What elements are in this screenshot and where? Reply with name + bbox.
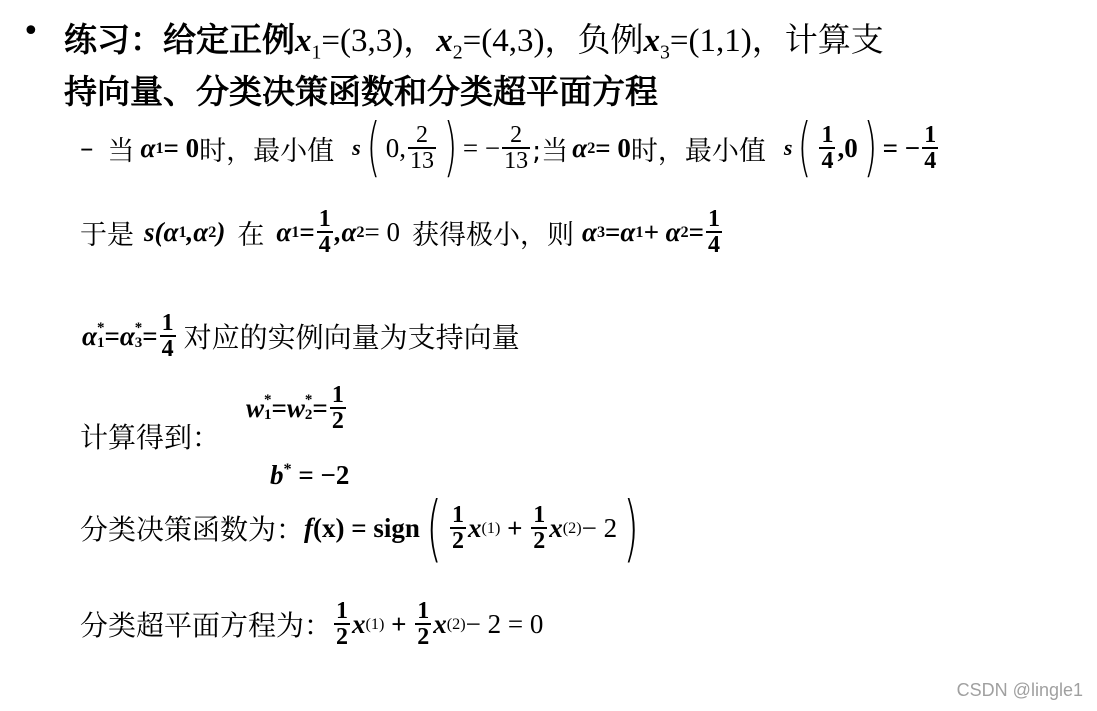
b-star: * bbox=[283, 460, 292, 478]
frac-den-2g: 2 bbox=[452, 528, 465, 554]
heading-x1: x bbox=[295, 23, 312, 59]
heading-x2: x bbox=[436, 23, 453, 59]
hyperplane-label: 分类超平面方程为： bbox=[80, 609, 333, 642]
b-symbol: b bbox=[270, 460, 284, 490]
frac-num-1e: 1 bbox=[161, 310, 174, 336]
w-equation bbox=[246, 372, 348, 444]
fraction-1-4-at bbox=[317, 207, 333, 257]
fraction-2-13 bbox=[408, 123, 436, 173]
eq-star-a: = bbox=[104, 320, 120, 351]
star-sub-3: 3 bbox=[134, 335, 143, 351]
w1-scripts bbox=[264, 393, 272, 423]
time-min-2: 时，最小值 bbox=[630, 135, 766, 167]
x1-sup-h: (1) bbox=[365, 614, 385, 633]
right-paren-sign: ) bbox=[623, 486, 639, 570]
computed-label: 计算得到： bbox=[80, 421, 221, 454]
b-value: = −2 bbox=[291, 460, 350, 490]
fraction-1-2-d bbox=[415, 599, 431, 649]
alpha2-symbol: α bbox=[572, 132, 588, 163]
frac-den-4c: 4 bbox=[318, 232, 331, 258]
s-func-open: s(α bbox=[144, 216, 179, 247]
frac-num-1h: 1 bbox=[533, 502, 546, 528]
frac-num-1b: 1 bbox=[924, 122, 937, 148]
time-min-1: 时，最小值 bbox=[199, 135, 335, 167]
csdn-watermark: CSDN @lingle1 bbox=[956, 680, 1083, 700]
frac-den-4: 4 bbox=[821, 148, 834, 174]
alpha3-star-scripts bbox=[135, 321, 143, 351]
fraction-neg-1-4 bbox=[922, 123, 938, 173]
s-func-close: ) bbox=[216, 216, 226, 247]
s-symbol-1: s bbox=[352, 135, 361, 160]
frac-num-1d: 1 bbox=[708, 206, 721, 232]
alpha3-sub: 3 bbox=[596, 222, 606, 241]
alpha2-sum-sub: 2 bbox=[680, 222, 689, 241]
eq-sign-c: = bbox=[688, 216, 705, 247]
support-vector-line bbox=[82, 300, 520, 372]
x1-sup: (1) bbox=[481, 518, 501, 537]
right-paren-2: ) bbox=[863, 111, 878, 185]
eq-zero-at: = 0 bbox=[364, 216, 400, 247]
fraction-1-2-b bbox=[531, 503, 547, 553]
dash-marker: – bbox=[80, 132, 94, 164]
eq-zero-1: = 0 bbox=[163, 132, 200, 163]
frac-den-4e: 4 bbox=[161, 336, 174, 362]
frac-den-2h: 2 bbox=[533, 528, 546, 554]
w2-star: * bbox=[304, 392, 313, 408]
alpha1-star-scripts bbox=[97, 321, 105, 351]
frac-num-1f: 1 bbox=[331, 382, 344, 408]
alpha1-at-sub: 1 bbox=[291, 222, 300, 241]
at-label: 在 bbox=[237, 219, 265, 251]
eq-neg-2: = − bbox=[882, 132, 921, 163]
frac-num-1g: 1 bbox=[452, 502, 465, 528]
case-line bbox=[80, 112, 940, 184]
s-func-mid: ,α bbox=[186, 216, 209, 247]
frac-num-1: 1 bbox=[821, 122, 834, 148]
when-label-1: 当 bbox=[107, 135, 135, 167]
frac-den-4b: 4 bbox=[924, 148, 937, 174]
hyperplane-line bbox=[80, 584, 543, 664]
support-vector-text: 对应的实例向量为支持向量 bbox=[183, 321, 520, 354]
alpha1-star: α bbox=[82, 320, 97, 351]
right-paren-1: ) bbox=[443, 111, 458, 185]
eq-neg-1: = − bbox=[462, 132, 501, 163]
w1-symbol: w bbox=[246, 392, 265, 423]
w2-scripts bbox=[305, 393, 313, 423]
plus-sign-b: + bbox=[384, 608, 414, 639]
x2-var: x bbox=[549, 512, 563, 543]
eq-star-b: = bbox=[142, 320, 158, 351]
star-3: * bbox=[134, 320, 143, 336]
eq-sign-a: = bbox=[299, 216, 315, 247]
x2-var-h: x bbox=[433, 608, 447, 639]
semi-when: ;当 bbox=[532, 135, 569, 167]
eq-sign-b: = bbox=[605, 216, 621, 247]
eq-w-b: = bbox=[312, 392, 328, 423]
star-sub-1: 1 bbox=[96, 335, 105, 351]
alpha1-sum-sub: 1 bbox=[635, 222, 644, 241]
s-func-sub2: 2 bbox=[208, 222, 217, 241]
gets-min-label: 获得极小，则 bbox=[412, 219, 574, 251]
heading-eq2: =(4,3)，负例 bbox=[462, 23, 644, 59]
frac-num-2b: 2 bbox=[510, 122, 523, 148]
frac-num-1c: 1 bbox=[318, 206, 331, 232]
frac-num-2: 2 bbox=[415, 122, 428, 148]
heading-x3: x bbox=[643, 23, 660, 59]
alpha3-star: α bbox=[119, 320, 135, 351]
star-1: * bbox=[96, 320, 105, 336]
frac-den-2i: 2 bbox=[336, 624, 349, 650]
frac-num-1j: 1 bbox=[417, 598, 430, 624]
fraction-1-2-c bbox=[334, 599, 350, 649]
x2-sup: (2) bbox=[562, 518, 582, 537]
alpha1-at: α bbox=[276, 216, 292, 247]
fraction-1-4 bbox=[819, 123, 835, 173]
frac-den-4d: 4 bbox=[708, 232, 721, 258]
s-func-sub1: 1 bbox=[178, 222, 187, 241]
eq-w-a: = bbox=[271, 392, 287, 423]
w2-sub: 2 bbox=[304, 407, 313, 423]
frac-den-2f: 2 bbox=[331, 408, 344, 434]
alpha2-sub: 2 bbox=[587, 138, 596, 157]
exercise-heading bbox=[64, 14, 884, 65]
fraction-1-2-a bbox=[450, 503, 466, 553]
alpha1-sub: 1 bbox=[155, 138, 164, 157]
x1-var-h: x bbox=[352, 608, 366, 639]
alpha3-symbol: α bbox=[582, 216, 597, 247]
b-equation bbox=[270, 460, 349, 491]
heading-eq1: =(3,3)， bbox=[321, 23, 437, 59]
heading-sub1: 1 bbox=[311, 41, 322, 64]
x2-sup-h: (2) bbox=[446, 614, 466, 633]
f-symbol: f bbox=[304, 512, 314, 543]
decision-function-line bbox=[80, 488, 645, 568]
heading-sub3: 3 bbox=[659, 41, 670, 64]
s-symbol-2: s bbox=[783, 135, 793, 160]
x1-var: x bbox=[468, 512, 482, 543]
heading-sub2: 2 bbox=[452, 41, 463, 64]
fraction-1-4-star bbox=[160, 311, 176, 361]
left-paren-2: ( bbox=[798, 111, 812, 185]
eq-zero-2: = 0 bbox=[595, 132, 631, 163]
plus-alpha: + α bbox=[643, 216, 681, 247]
zero-comma: 0, bbox=[385, 132, 406, 163]
bullet-icon: • bbox=[22, 14, 40, 49]
decision-label: 分类决策函数为： bbox=[80, 513, 305, 546]
then-label: 于是 bbox=[80, 219, 134, 251]
heading-prefix: 练习：给定正例 bbox=[64, 20, 295, 59]
fx-sign: (x) = sign bbox=[313, 512, 420, 543]
w2-symbol: w bbox=[286, 392, 305, 423]
frac-num-1i: 1 bbox=[336, 598, 349, 624]
frac-den-2j: 2 bbox=[417, 624, 430, 650]
fraction-1-2-w bbox=[330, 383, 346, 433]
fraction-neg-2-13 bbox=[502, 123, 530, 173]
left-paren-1: ( bbox=[366, 111, 381, 185]
alpha1-symbol: α bbox=[140, 132, 156, 163]
w1-sub: 1 bbox=[264, 407, 272, 423]
plus-sign-a: + bbox=[500, 512, 530, 543]
comma-zero: ,0 bbox=[837, 132, 858, 163]
left-paren-sign: ( bbox=[426, 486, 442, 570]
minus-two: − 2 bbox=[581, 512, 618, 543]
frac-den-13b: 13 bbox=[504, 148, 529, 174]
eq-zero-h: − 2 = 0 bbox=[465, 608, 544, 639]
fraction-1-4-sum bbox=[706, 207, 722, 257]
heading-eq3: =(1,1)，计算支 bbox=[669, 23, 884, 59]
minimum-line bbox=[80, 196, 724, 268]
frac-den-13: 13 bbox=[409, 148, 434, 174]
comma-alpha2: ,α bbox=[334, 216, 357, 247]
heading-line2: 持向量、分类决策函数和分类超平面方程 bbox=[64, 72, 658, 111]
w1-star: * bbox=[264, 392, 272, 408]
alpha2-at-sub: 2 bbox=[356, 222, 365, 241]
alpha1-sum: α bbox=[620, 216, 636, 247]
